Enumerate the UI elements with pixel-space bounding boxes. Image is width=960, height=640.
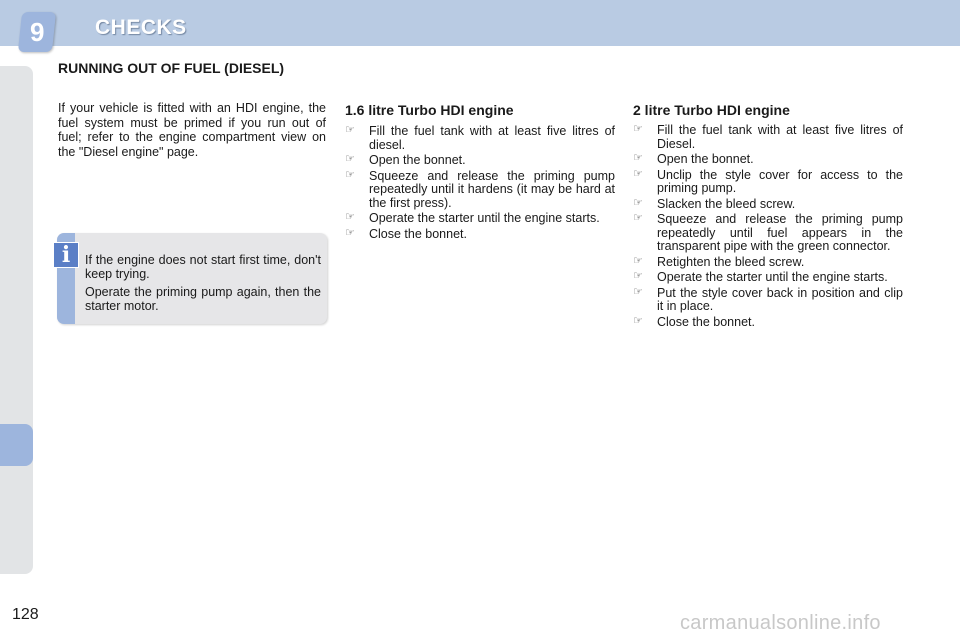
pointing-hand-icon: ☞ [633,196,643,209]
step-item: ☞ Operate the starter until the engine starts. [345,211,600,225]
info-note-text [85,253,321,317]
info-icon: i [53,242,79,268]
step-item: ☞ Open the bonnet. [345,153,466,167]
info-note-line: Operate the priming pump again, then the starter motor. [85,285,321,313]
step-item: ☞ Put the style cover back in position and clip it in place. [633,285,903,313]
pointing-hand-icon: ☞ [633,270,643,282]
info-note-box [57,233,327,324]
pointing-hand-icon: ☞ [345,168,355,181]
pointing-hand-icon: ☞ [633,212,643,224]
info-note-line: If the engine does not start first time, don't keep trying. [85,253,321,281]
pointing-hand-icon: ☞ [633,123,643,135]
pointing-hand-icon: ☞ [633,254,643,267]
pointing-hand-icon: ☞ [633,152,643,164]
step-item: ☞ Operate the starter until the engine starts. [633,270,888,284]
pointing-hand-icon: ☞ [345,211,355,223]
step-item: ☞ Squeeze and release the priming pump repeatedly until fuel appears in the transparent pipe with the green connector. [633,212,903,253]
side-margin-band [0,66,33,574]
step-item: ☞ Fill the fuel tank with at least five litres of Diesel. [633,123,903,151]
chapter-number: 9 [29,16,45,47]
engine-2-steps [633,124,903,331]
watermark: carmanualsonline.info [680,612,881,634]
chapter-side-tab [0,424,33,466]
engine-16-heading: 1.6 litre Turbo HDI engine [345,102,514,118]
engine-2-heading: 2 litre Turbo HDI engine [633,102,790,118]
step-item: ☞ Slacken the bleed screw. [633,196,796,211]
pointing-hand-icon: ☞ [345,124,355,136]
step-item: ☞ Close the bonnet. [633,314,755,329]
step-item: ☞ Close the bonnet. [345,226,467,241]
chapter-title: CHECKS [95,16,187,39]
page-number: 128 [12,606,39,623]
engine-16-steps [345,125,615,243]
pointing-hand-icon: ☞ [345,226,355,239]
pointing-hand-icon: ☞ [345,153,355,165]
pointing-hand-icon: ☞ [633,285,643,298]
pointing-hand-icon: ☞ [633,167,643,180]
section-title: RUNNING OUT OF FUEL (DIESEL) [58,60,285,76]
step-item: ☞ Fill the fuel tank with at least five litres of diesel. [345,124,615,152]
step-item: ☞ Open the bonnet. [633,152,754,166]
step-item: ☞ Unclip the style cover for access to the priming pump. [633,167,903,195]
pointing-hand-icon: ☞ [633,314,643,327]
section-intro: If your vehicle is fitted with an HDI engine, the fuel system must be primed if you run out of fuel; refer to the engine compartment view on the "Diesel engine" page. [58,101,326,159]
step-item: ☞ Retighten the bleed screw. [633,254,805,269]
step-item: ☞ Squeeze and release the priming pump repeatedly until it hardens (it may be hard at the first press). [345,168,615,210]
chapter-number-badge [18,12,56,52]
